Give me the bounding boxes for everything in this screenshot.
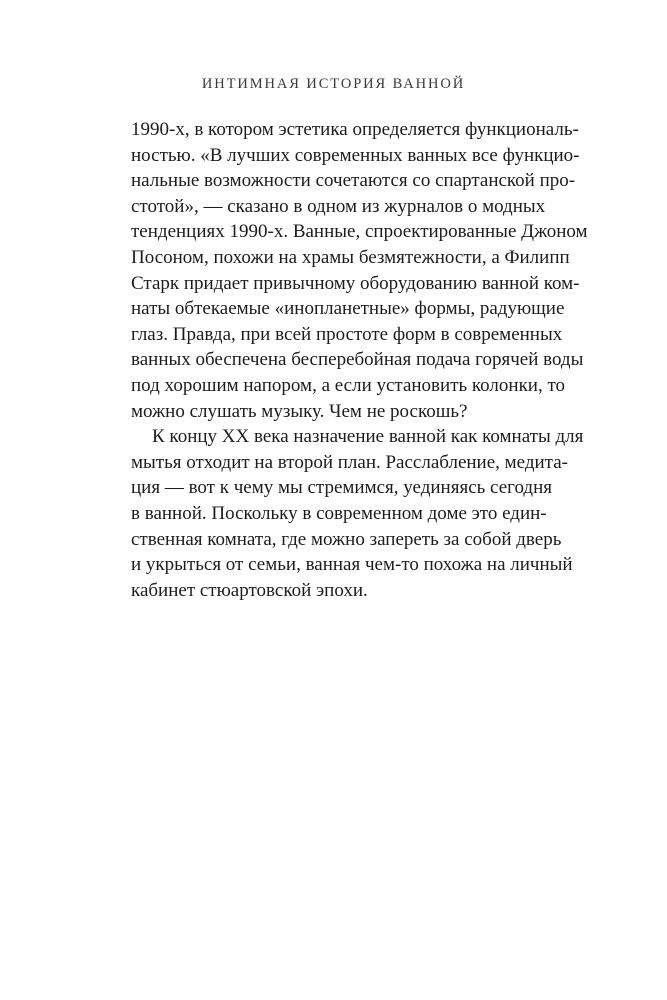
text-line: Посоном, похожи на храмы безмятежности, а Филипп [131, 246, 570, 268]
text-line: стотой», — сказано в одном из журналов о модных [131, 195, 546, 217]
text-line: К концу XX века назначение ванной как комнаты для [152, 426, 584, 448]
running-head: ИНТИМНАЯ ИСТОРИЯ ВАННОЙ [201, 76, 466, 92]
body-text [131, 117, 588, 603]
text-line: можно слушать музыку. Чем не роскошь? [131, 400, 468, 422]
text-line: ственная комната, где можно запереть за собой дверь [131, 528, 562, 550]
text-line: в ванной. Поскольку в современном доме это един- [131, 502, 547, 524]
text-line: наты обтекаемые «инопланетные» формы, радующие [131, 298, 565, 320]
text-line: Старк придает привычному оборудованию ванной ком- [131, 272, 580, 294]
text-line: 1990-х, в котором эстетика определяется функциональ- [131, 119, 579, 140]
text-line: глаз. Правда, при всей простоте форм в современных [131, 323, 563, 345]
text-line: мытья отходит на второй план. Расслабление, медита- [131, 451, 568, 473]
text-line: и укрыться от семьи, ванная чем-то похожа на личный [131, 554, 573, 576]
text-line: ция — вот к чему мы стремимся, уединяясь сегодня [131, 477, 552, 499]
text-line: нальные возможности сочетаются со спартанской про- [131, 170, 576, 192]
text-line: тенденциях 1990-х. Ванные, спроектированные Джоном [131, 221, 588, 243]
paragraph-1 [131, 117, 588, 424]
text-line: под хорошим напором, а если установить колонки, то [131, 374, 566, 396]
text-line: ванных обеспечена бесперебойная подача горячей воды [131, 349, 584, 371]
paragraph-2 [131, 424, 584, 603]
text-line: ностью. «В лучших современных ванных все функцио- [131, 144, 580, 166]
text-line: кабинет стюартовской эпохи. [131, 579, 368, 601]
